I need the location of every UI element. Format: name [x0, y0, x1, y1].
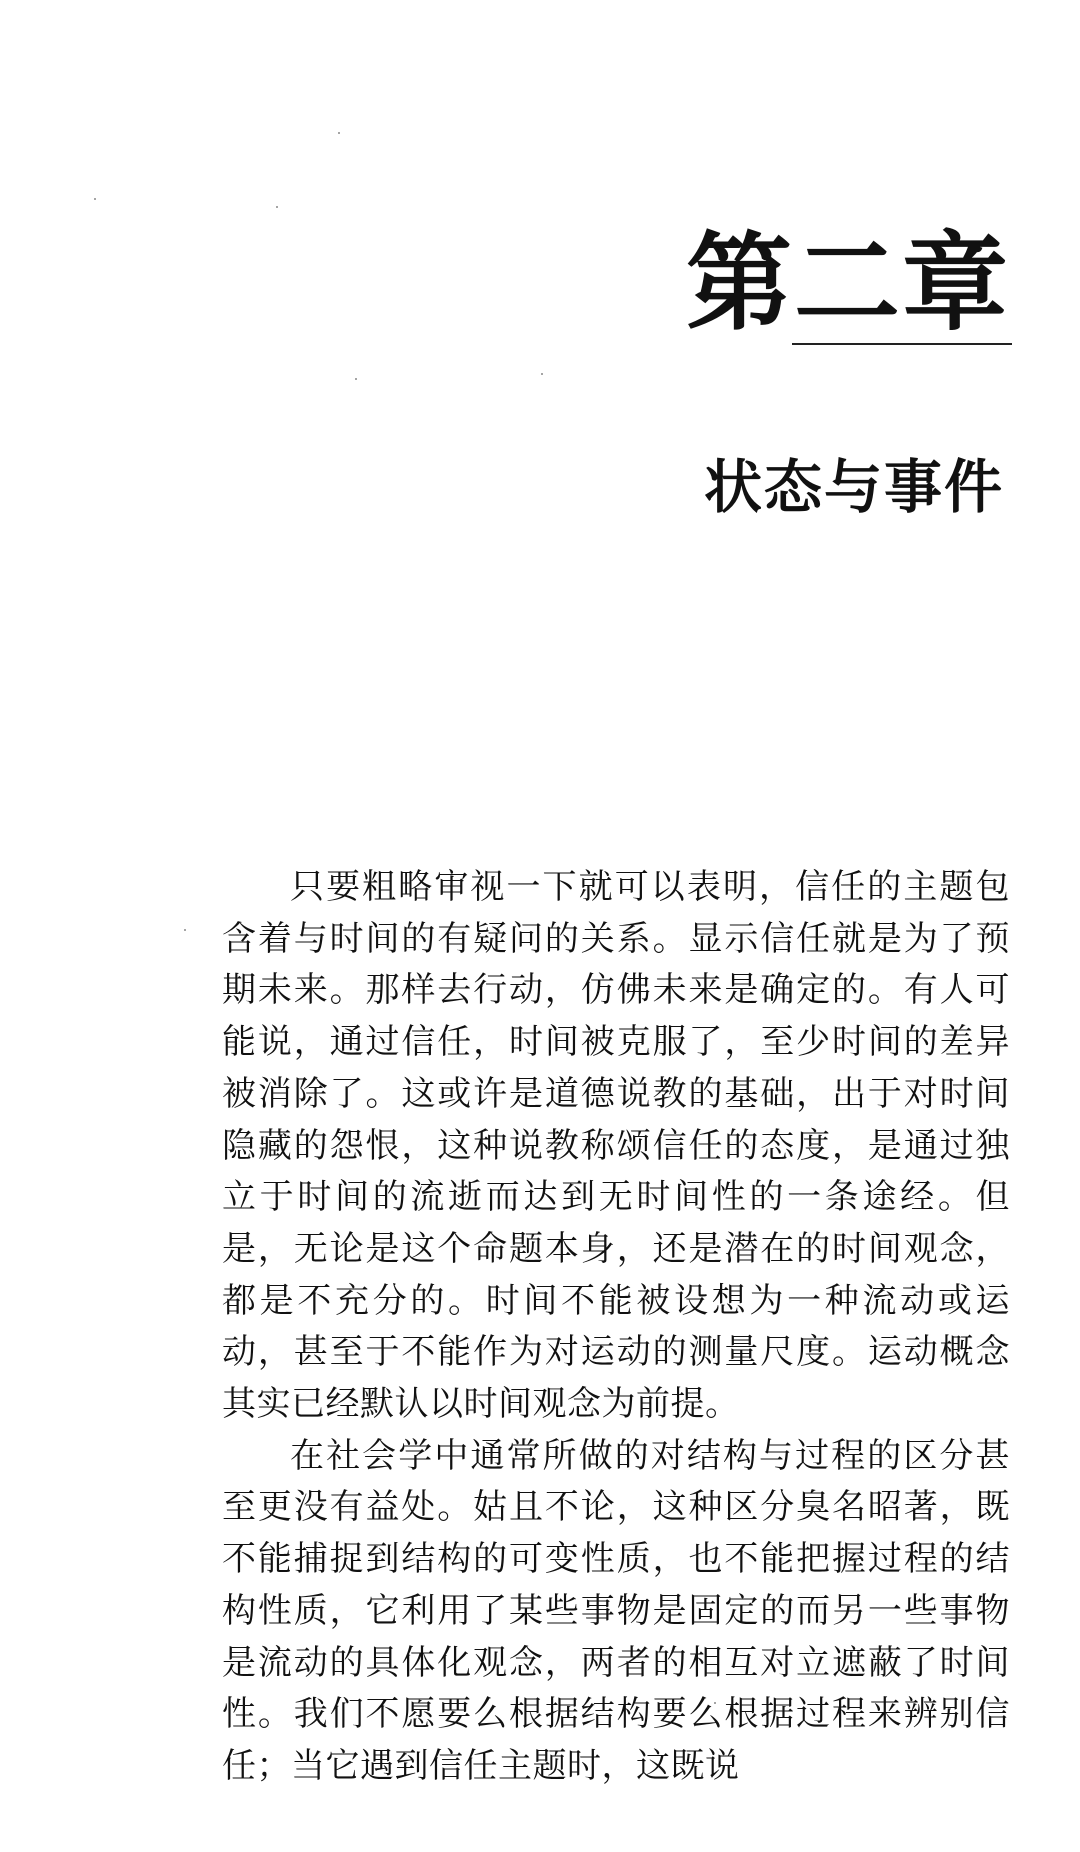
scan-speck [338, 132, 340, 134]
body-text [222, 862, 1010, 1793]
paragraph: 在社会学中通常所做的对结构与过程的区分甚至更没有益处。姑且不论，这种区分臭名昭著，既不能捕捉到结构的可变性质，也不能把握过程的结构性质，它利用了某些事物是固定的而另一些事物是流动的具体化观念，两者的相互对立遮蔽了时间性。我们不愿要么根据结构要么根据过程来辨别信任；当它遇到信任主题时，这既说 [222, 1435, 1010, 1786]
scan-speck [184, 929, 186, 931]
scan-speck [276, 206, 278, 208]
scan-speck [355, 378, 357, 380]
scan-speck [94, 198, 96, 200]
chapter-heading: 第二章 [686, 220, 1010, 345]
chapter-title: 状态与事件 [703, 453, 1004, 521]
chapter-heading-rule [792, 343, 1012, 345]
scan-speck [541, 373, 543, 375]
paragraph: 只要粗略审视一下就可以表明，信任的主题包含着与时间的有疑问的关系。显示信任就是为了预期未来。那样去行动，仿佛未来是确定的。有人可能说，通过信任，时间被克服了，至少时间的差异被消除了。这或许是道德说教的基础，出于对时间隐藏的怨恨，这种说教称颂信任的态度，是通过独立于时间的流逝而达到无时间性的一条途经。但是，无论是这个命题本身，还是潜在的时间观念，都是不充分的。时间不能被设想为一种流动或运动，甚至于不能作为对运动的测量尺度。运动概念其实已经默认以时间观念为前提。 [222, 867, 1010, 1425]
